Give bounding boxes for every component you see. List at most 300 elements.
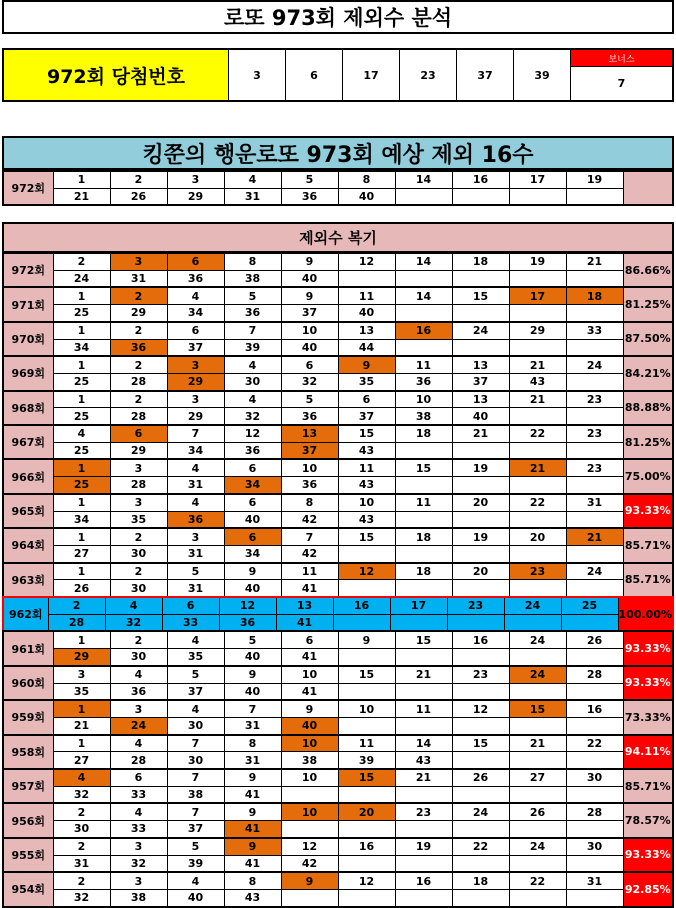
number-cell: 10 <box>339 701 396 717</box>
number-cell: 16 <box>453 172 510 188</box>
number-cell: 2 <box>54 873 111 889</box>
percentage-cell: 93.33% <box>624 839 673 871</box>
number-cell: 43 <box>396 752 453 768</box>
number-cell <box>339 856 396 872</box>
number-cell: 24 <box>54 271 111 287</box>
percentage-cell: 81.25% <box>624 288 673 320</box>
row-label: 957회 <box>4 770 54 802</box>
number-cell: 36 <box>111 684 168 700</box>
table-row <box>2 871 674 907</box>
number-cell: 43 <box>510 374 567 390</box>
number-cell: 21 <box>396 667 453 683</box>
number-line <box>54 339 624 356</box>
number-cell: 33 <box>111 821 168 837</box>
number-cell <box>567 718 624 734</box>
number-cell: 38 <box>282 752 339 768</box>
number-cell: 1 <box>54 172 111 188</box>
number-cell: 9 <box>282 701 339 717</box>
number-cell: 6 <box>225 460 282 476</box>
number-line <box>54 270 624 287</box>
number-cell: 37 <box>282 305 339 321</box>
number-cell: 28 <box>111 477 168 493</box>
number-grid <box>54 770 624 802</box>
number-cell: 23 <box>448 598 505 614</box>
number-cell: 10 <box>339 495 396 511</box>
number-cell <box>453 821 510 837</box>
number-cell: 3 <box>168 392 225 408</box>
number-cell: 32 <box>54 890 111 906</box>
number-cell <box>510 580 567 596</box>
number-cell: 36 <box>282 477 339 493</box>
number-cell: 12 <box>282 839 339 855</box>
number-cell: 2 <box>111 529 168 545</box>
number-grid <box>54 460 624 492</box>
winning-number: 37 <box>457 50 514 100</box>
number-cell: 4 <box>225 357 282 373</box>
number-cell <box>282 890 339 906</box>
number-cell: 5 <box>282 172 339 188</box>
percentage-cell: 75.00% <box>624 460 673 492</box>
number-grid <box>54 701 624 733</box>
number-cell: 4 <box>168 460 225 476</box>
number-cell: 1 <box>54 323 111 339</box>
winning-label: 972회 당첨번호 <box>4 50 229 100</box>
table-row <box>2 734 674 770</box>
number-cell: 29 <box>111 443 168 459</box>
percentage-cell: 85.71% <box>624 770 673 802</box>
number-grid <box>54 667 624 699</box>
number-cell <box>510 443 567 459</box>
number-cell: 31 <box>168 546 225 562</box>
number-cell: 9 <box>225 839 282 855</box>
number-cell: 25 <box>562 598 619 614</box>
number-cell: 4 <box>168 873 225 889</box>
row-label: 968회 <box>4 392 54 424</box>
number-cell: 18 <box>396 529 453 545</box>
percentage-cell: 81.25% <box>624 426 673 458</box>
number-cell: 16 <box>396 323 453 339</box>
number-cell <box>453 856 510 872</box>
number-cell: 40 <box>282 340 339 356</box>
number-cell: 20 <box>453 564 510 580</box>
number-cell: 1 <box>54 632 111 648</box>
table-row <box>2 390 674 426</box>
number-cell <box>510 787 567 803</box>
percentage-cell: 73.33% <box>624 701 673 733</box>
number-cell: 23 <box>567 460 624 476</box>
page-title: 로또 973회 제외수 분석 <box>2 0 674 34</box>
number-line <box>54 873 624 889</box>
number-cell: 28 <box>567 804 624 820</box>
number-cell <box>567 546 624 562</box>
number-grid <box>54 392 624 424</box>
number-cell: 18 <box>453 873 510 889</box>
number-cell <box>453 271 510 287</box>
percentage-cell: 93.33% <box>624 667 673 699</box>
number-cell: 8 <box>225 254 282 270</box>
number-cell: 28 <box>111 752 168 768</box>
number-cell <box>396 340 453 356</box>
number-line <box>54 545 624 562</box>
bonus-cell <box>571 50 672 100</box>
number-cell <box>567 787 624 803</box>
number-cell: 36 <box>225 443 282 459</box>
row-label: 965회 <box>4 495 54 527</box>
number-cell: 40 <box>225 580 282 596</box>
number-cell: 26 <box>111 189 168 205</box>
number-cell: 6 <box>282 357 339 373</box>
number-cell: 21 <box>510 392 567 408</box>
number-cell: 23 <box>510 564 567 580</box>
number-cell <box>396 546 453 562</box>
number-cell: 43 <box>339 443 396 459</box>
number-line <box>54 254 624 270</box>
number-cell: 36 <box>111 340 168 356</box>
number-cell <box>453 718 510 734</box>
number-cell: 11 <box>396 701 453 717</box>
row-label: 967회 <box>4 426 54 458</box>
number-cell: 9 <box>225 564 282 580</box>
number-cell <box>396 821 453 837</box>
percentage-cell: 87.50% <box>624 323 673 355</box>
number-grid <box>54 529 624 561</box>
number-cell: 40 <box>225 512 282 528</box>
number-cell: 14 <box>396 254 453 270</box>
number-cell: 39 <box>168 856 225 872</box>
number-cell <box>396 856 453 872</box>
number-line <box>54 786 624 803</box>
number-grid <box>54 495 624 527</box>
number-cell: 41 <box>277 615 334 631</box>
number-cell: 15 <box>453 288 510 304</box>
number-cell <box>396 718 453 734</box>
number-line <box>54 564 624 580</box>
number-cell: 30 <box>111 649 168 665</box>
number-cell: 3 <box>111 495 168 511</box>
number-cell <box>510 890 567 906</box>
number-cell: 36 <box>396 374 453 390</box>
number-cell: 38 <box>111 890 168 906</box>
number-grid <box>54 288 624 320</box>
number-cell: 31 <box>567 495 624 511</box>
number-cell <box>567 856 624 872</box>
number-cell: 5 <box>168 564 225 580</box>
number-cell: 11 <box>339 288 396 304</box>
number-cell: 31 <box>111 271 168 287</box>
number-cell <box>453 305 510 321</box>
number-cell: 36 <box>225 305 282 321</box>
number-cell: 40 <box>453 408 510 424</box>
number-cell: 16 <box>567 701 624 717</box>
number-cell: 21 <box>396 770 453 786</box>
number-cell <box>339 271 396 287</box>
number-cell <box>510 512 567 528</box>
number-cell: 3 <box>54 667 111 683</box>
number-cell: 15 <box>453 736 510 752</box>
number-cell <box>567 477 624 493</box>
number-cell: 37 <box>168 340 225 356</box>
number-cell: 34 <box>168 305 225 321</box>
number-cell: 37 <box>168 684 225 700</box>
row-label: 964회 <box>4 529 54 561</box>
number-cell <box>396 305 453 321</box>
number-cell <box>396 477 453 493</box>
number-cell: 4 <box>111 804 168 820</box>
number-cell: 9 <box>225 667 282 683</box>
number-cell: 22 <box>453 839 510 855</box>
number-cell: 7 <box>168 770 225 786</box>
number-cell: 19 <box>453 460 510 476</box>
number-cell: 36 <box>220 615 277 631</box>
number-cell: 28 <box>111 408 168 424</box>
table-row <box>2 424 674 460</box>
number-cell: 2 <box>54 839 111 855</box>
number-line <box>54 288 624 304</box>
number-cell: 40 <box>282 718 339 734</box>
number-cell: 4 <box>54 426 111 442</box>
number-cell: 4 <box>168 632 225 648</box>
number-cell <box>453 787 510 803</box>
number-cell <box>567 340 624 356</box>
number-cell: 12 <box>339 564 396 580</box>
number-cell: 12 <box>225 426 282 442</box>
number-cell <box>391 615 448 631</box>
number-cell: 34 <box>225 477 282 493</box>
number-cell <box>510 856 567 872</box>
number-cell: 18 <box>396 426 453 442</box>
number-cell <box>567 408 624 424</box>
number-cell: 24 <box>567 564 624 580</box>
number-cell <box>510 684 567 700</box>
number-cell: 2 <box>111 172 168 188</box>
number-line <box>54 373 624 390</box>
number-cell <box>567 580 624 596</box>
number-cell: 35 <box>54 684 111 700</box>
number-cell: 4 <box>225 172 282 188</box>
number-line <box>54 667 624 683</box>
number-cell: 18 <box>567 288 624 304</box>
number-cell <box>282 787 339 803</box>
number-cell: 24 <box>505 598 562 614</box>
row-label: 972회 <box>4 254 54 286</box>
table-row <box>2 802 674 838</box>
number-cell <box>339 787 396 803</box>
table-row <box>2 837 674 873</box>
number-cell: 1 <box>54 288 111 304</box>
number-cell: 28 <box>49 615 106 631</box>
winning-number: 39 <box>514 50 571 100</box>
number-cell: 1 <box>54 495 111 511</box>
number-cell: 14 <box>396 288 453 304</box>
number-cell: 33 <box>163 615 220 631</box>
number-cell <box>510 718 567 734</box>
number-cell: 2 <box>111 632 168 648</box>
number-cell: 4 <box>54 770 111 786</box>
number-cell: 2 <box>54 804 111 820</box>
number-cell: 30 <box>567 839 624 855</box>
table-row <box>2 596 674 632</box>
number-cell <box>339 718 396 734</box>
number-cell: 1 <box>54 529 111 545</box>
number-cell: 44 <box>339 340 396 356</box>
number-cell: 43 <box>225 890 282 906</box>
number-cell <box>567 752 624 768</box>
number-cell <box>453 890 510 906</box>
winning-number: 17 <box>343 50 400 100</box>
number-cell: 4 <box>106 598 163 614</box>
number-line <box>49 614 619 631</box>
number-cell <box>567 189 624 205</box>
number-cell: 31 <box>567 873 624 889</box>
number-cell: 15 <box>339 770 396 786</box>
bonus-number: 7 <box>617 77 626 90</box>
number-cell: 8 <box>225 736 282 752</box>
number-cell: 22 <box>510 426 567 442</box>
table-row <box>2 458 674 494</box>
number-cell: 22 <box>510 495 567 511</box>
number-cell: 5 <box>168 667 225 683</box>
number-cell: 27 <box>510 770 567 786</box>
number-cell: 20 <box>453 495 510 511</box>
bonus-label: 보너스 <box>571 50 672 67</box>
number-cell: 15 <box>339 529 396 545</box>
number-cell: 37 <box>339 408 396 424</box>
number-cell <box>510 189 567 205</box>
table-row <box>2 355 674 391</box>
number-cell: 31 <box>225 752 282 768</box>
number-cell: 6 <box>163 598 220 614</box>
row-label: 971회 <box>4 288 54 320</box>
number-cell: 32 <box>111 856 168 872</box>
number-cell: 39 <box>225 340 282 356</box>
number-line <box>54 770 624 786</box>
number-cell: 24 <box>111 718 168 734</box>
number-cell: 13 <box>339 323 396 339</box>
number-line <box>54 579 624 596</box>
number-cell: 17 <box>510 172 567 188</box>
number-cell: 6 <box>225 495 282 511</box>
number-cell: 11 <box>339 736 396 752</box>
number-cell: 3 <box>111 873 168 889</box>
number-cell <box>339 890 396 906</box>
number-cell: 9 <box>282 254 339 270</box>
number-cell: 10 <box>282 770 339 786</box>
number-cell: 29 <box>168 189 225 205</box>
number-cell: 38 <box>396 408 453 424</box>
number-cell <box>453 649 510 665</box>
number-cell: 24 <box>567 357 624 373</box>
number-cell: 5 <box>168 839 225 855</box>
number-cell: 29 <box>510 323 567 339</box>
number-cell: 13 <box>282 426 339 442</box>
number-cell: 9 <box>282 288 339 304</box>
number-cell: 40 <box>339 189 396 205</box>
number-cell: 40 <box>282 271 339 287</box>
number-line <box>54 476 624 493</box>
table-row <box>2 630 674 666</box>
number-cell <box>334 615 391 631</box>
number-cell: 6 <box>282 632 339 648</box>
number-cell <box>453 546 510 562</box>
row-label: 961회 <box>4 632 54 664</box>
table-row <box>2 252 674 288</box>
number-cell <box>453 752 510 768</box>
number-line <box>54 804 624 820</box>
number-cell: 2 <box>111 392 168 408</box>
number-cell: 21 <box>54 189 111 205</box>
number-cell: 8 <box>225 873 282 889</box>
row-label: 960회 <box>4 667 54 699</box>
number-cell: 27 <box>54 752 111 768</box>
number-cell: 26 <box>54 580 111 596</box>
number-cell: 9 <box>339 632 396 648</box>
number-cell: 37 <box>453 374 510 390</box>
number-cell: 37 <box>168 821 225 837</box>
number-cell: 30 <box>111 546 168 562</box>
number-cell <box>448 615 505 631</box>
number-cell: 38 <box>168 787 225 803</box>
number-cell: 31 <box>225 189 282 205</box>
number-cell <box>339 649 396 665</box>
number-line <box>54 460 624 476</box>
number-cell: 17 <box>391 598 448 614</box>
number-grid <box>54 804 624 836</box>
number-line <box>54 889 624 906</box>
number-cell: 32 <box>54 787 111 803</box>
row-label: 956회 <box>4 804 54 836</box>
number-cell: 22 <box>510 873 567 889</box>
number-line <box>54 529 624 545</box>
number-cell: 12 <box>339 254 396 270</box>
prediction-blank <box>624 172 673 204</box>
number-cell: 23 <box>453 667 510 683</box>
number-cell: 5 <box>225 632 282 648</box>
number-cell: 11 <box>396 495 453 511</box>
prediction-line-bottom <box>54 188 624 205</box>
number-cell <box>396 787 453 803</box>
number-line <box>54 323 624 339</box>
number-cell <box>396 649 453 665</box>
number-cell: 10 <box>282 323 339 339</box>
number-cell: 3 <box>168 172 225 188</box>
number-cell: 41 <box>225 787 282 803</box>
percentage-cell: 86.66% <box>624 254 673 286</box>
number-cell: 3 <box>111 839 168 855</box>
number-cell: 24 <box>453 804 510 820</box>
number-cell: 30 <box>168 752 225 768</box>
percentage-cell: 93.33% <box>624 632 673 664</box>
number-cell: 40 <box>225 684 282 700</box>
number-cell: 3 <box>168 357 225 373</box>
number-cell <box>282 821 339 837</box>
number-cell: 4 <box>168 495 225 511</box>
winning-number: 23 <box>400 50 457 100</box>
number-line <box>54 736 624 752</box>
number-cell: 36 <box>282 189 339 205</box>
number-cell: 43 <box>339 512 396 528</box>
number-cell: 34 <box>225 546 282 562</box>
number-cell: 13 <box>453 357 510 373</box>
row-label: 972회 <box>4 172 54 204</box>
number-cell: 33 <box>111 787 168 803</box>
number-cell <box>453 443 510 459</box>
prediction-row <box>2 170 674 206</box>
number-line <box>54 495 624 511</box>
number-cell <box>567 684 624 700</box>
number-cell <box>567 305 624 321</box>
number-cell: 3 <box>111 701 168 717</box>
percentage-cell: 94.11% <box>624 736 673 768</box>
